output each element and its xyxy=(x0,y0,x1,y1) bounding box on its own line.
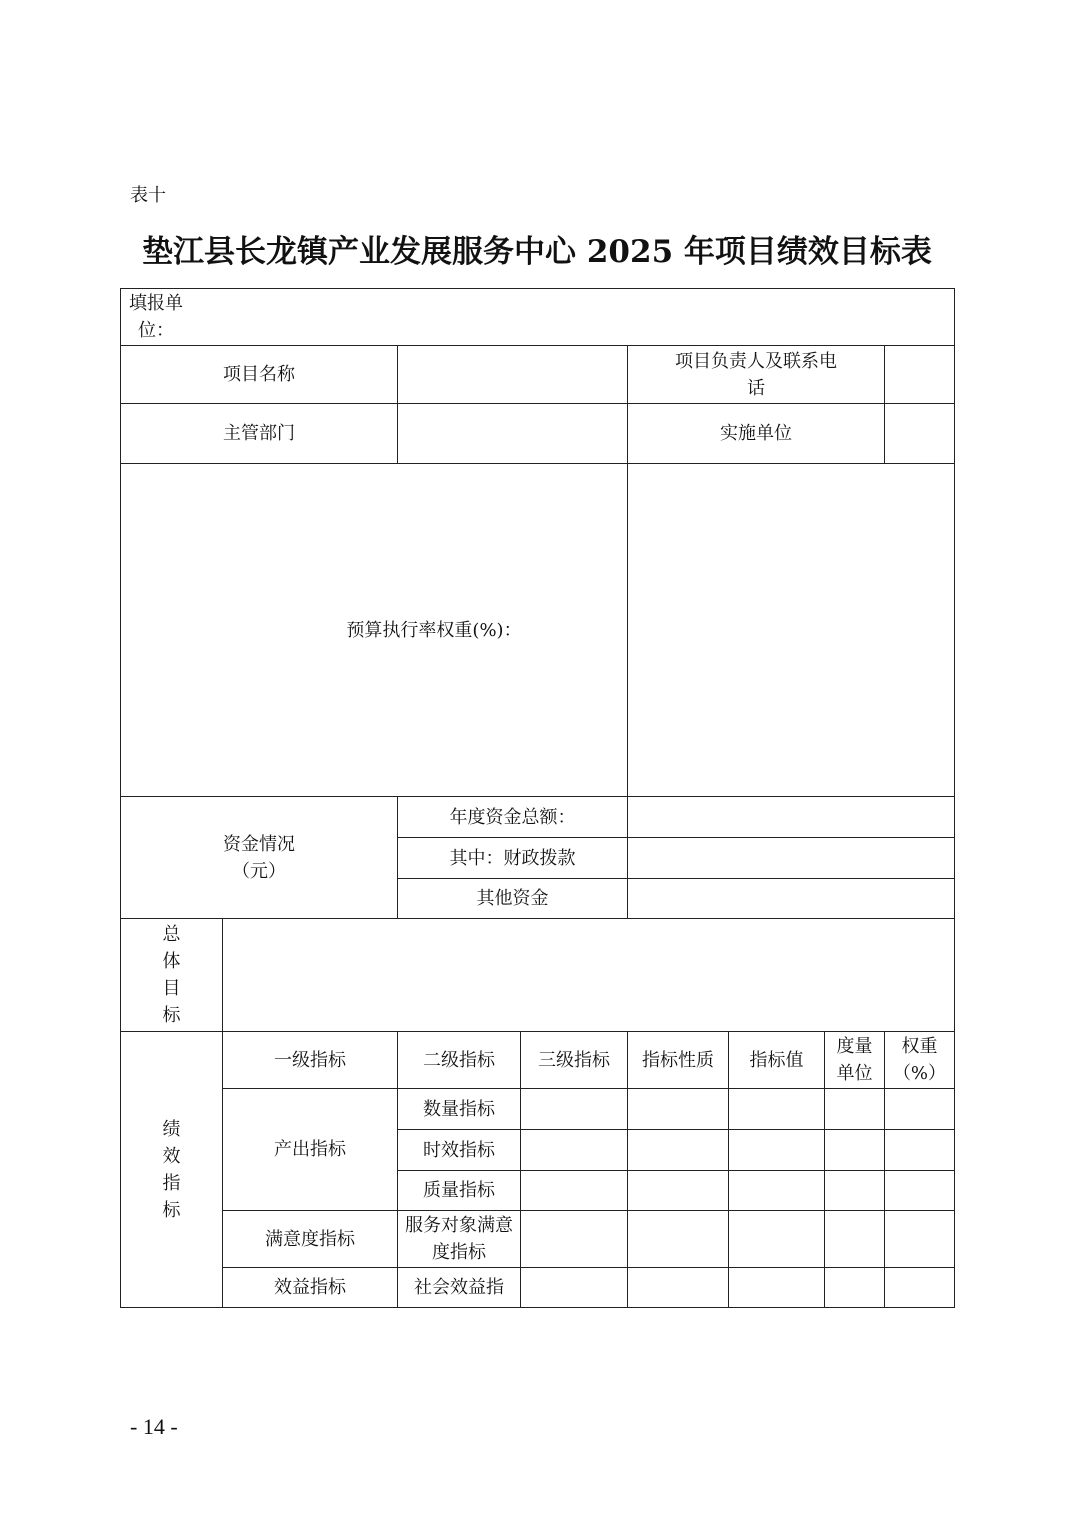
quantity-indicator-label: 数量指标 xyxy=(398,1089,521,1130)
indicator-cell[interactable] xyxy=(825,1130,885,1171)
annual-total-value[interactable] xyxy=(628,797,955,838)
benefit-indicator-label: 效益指标 xyxy=(223,1268,398,1308)
overall-goal-label xyxy=(121,919,223,1032)
timeliness-indicator-label: 时效指标 xyxy=(398,1130,521,1171)
budget-rate-value[interactable] xyxy=(628,464,955,797)
indicator-cell[interactable] xyxy=(825,1089,885,1130)
indicator-cell[interactable] xyxy=(885,1211,955,1268)
overall-goal-char: 标 xyxy=(162,1005,181,1026)
header-level1: 一级指标 xyxy=(223,1032,398,1089)
dept-value[interactable] xyxy=(398,404,628,464)
header-level3: 三级指标 xyxy=(521,1032,628,1089)
overall-goal-value[interactable] xyxy=(223,919,955,1032)
contact-label-text: 项目负责人及联系电话 xyxy=(675,350,837,399)
table-number-label: 表十 xyxy=(130,185,166,206)
satisfaction-indicator-label: 满意度指标 xyxy=(223,1211,398,1268)
indicator-cell[interactable] xyxy=(885,1171,955,1211)
contact-value[interactable] xyxy=(885,346,955,404)
header-value: 指标值 xyxy=(729,1032,825,1089)
performance-char: 标 xyxy=(162,1199,181,1221)
contact-label xyxy=(628,346,885,404)
indicator-cell[interactable] xyxy=(521,1089,628,1130)
quality-indicator-label: 质量指标 xyxy=(398,1171,521,1211)
other-funds-value[interactable] xyxy=(628,879,955,919)
fiscal-funds-label: 其中：财政拨款 xyxy=(398,838,628,879)
indicator-cell[interactable] xyxy=(628,1211,729,1268)
indicator-cell[interactable] xyxy=(825,1171,885,1211)
dept-label: 主管部门 xyxy=(121,404,398,464)
filing-unit-cell[interactable] xyxy=(121,289,955,346)
funds-label-line2: （元） xyxy=(232,860,286,882)
indicator-cell[interactable] xyxy=(729,1171,825,1211)
overall-goal-char: 体 xyxy=(162,951,181,972)
output-indicator-label: 产出指标 xyxy=(223,1089,398,1211)
project-name-value[interactable] xyxy=(398,346,628,404)
indicator-cell[interactable] xyxy=(729,1089,825,1130)
impl-unit-value[interactable] xyxy=(885,404,955,464)
service-satisfaction-label: 服务对象满意度指标 xyxy=(398,1211,521,1268)
indicator-cell[interactable] xyxy=(628,1089,729,1130)
overall-goal-char: 目 xyxy=(162,978,181,999)
funds-label xyxy=(121,797,398,919)
indicator-cell[interactable] xyxy=(825,1268,885,1308)
indicator-cell[interactable] xyxy=(521,1130,628,1171)
indicator-cell[interactable] xyxy=(885,1130,955,1171)
filing-unit-label: 填报单位： xyxy=(129,293,183,341)
indicator-cell[interactable] xyxy=(729,1268,825,1308)
header-unit-line1: 度量 xyxy=(836,1036,873,1057)
fiscal-funds-value[interactable] xyxy=(628,838,955,879)
page-title: 垫江县长龙镇产业发展服务中心 2025 年项目绩效目标表 xyxy=(142,234,932,270)
performance-char: 效 xyxy=(162,1145,181,1167)
performance-target-table xyxy=(120,288,955,1308)
header-unit-line2: 单位 xyxy=(836,1063,873,1084)
indicator-cell[interactable] xyxy=(825,1211,885,1268)
indicator-cell[interactable] xyxy=(628,1171,729,1211)
header-weight-line2: （%） xyxy=(892,1063,947,1084)
indicator-cell[interactable] xyxy=(885,1268,955,1308)
impl-unit-label: 实施单位 xyxy=(628,404,885,464)
performance-char: 绩 xyxy=(162,1118,181,1140)
project-name-label: 项目名称 xyxy=(121,346,398,404)
header-unit xyxy=(825,1032,885,1089)
performance-char: 指 xyxy=(162,1172,181,1194)
indicator-cell[interactable] xyxy=(628,1268,729,1308)
header-weight xyxy=(885,1032,955,1089)
indicator-cell[interactable] xyxy=(521,1211,628,1268)
annual-total-label: 年度资金总额： xyxy=(398,797,628,838)
budget-rate-label: 预算执行率权重(%)： xyxy=(121,464,628,797)
header-level2: 二级指标 xyxy=(398,1032,521,1089)
funds-label-line1: 资金情况 xyxy=(223,833,295,855)
overall-goal-char: 总 xyxy=(162,924,181,945)
indicator-cell[interactable] xyxy=(729,1130,825,1171)
performance-indicators-label xyxy=(121,1032,223,1308)
header-nature: 指标性质 xyxy=(628,1032,729,1089)
indicator-cell[interactable] xyxy=(729,1211,825,1268)
indicator-cell[interactable] xyxy=(521,1171,628,1211)
page-number: - 14 - xyxy=(130,1414,178,1439)
header-weight-line1: 权重 xyxy=(901,1036,938,1057)
indicator-cell[interactable] xyxy=(628,1130,729,1171)
other-funds-label: 其他资金 xyxy=(398,879,628,919)
social-benefit-label: 社会效益指 xyxy=(398,1268,521,1308)
indicator-cell[interactable] xyxy=(885,1089,955,1130)
indicator-cell[interactable] xyxy=(521,1268,628,1308)
